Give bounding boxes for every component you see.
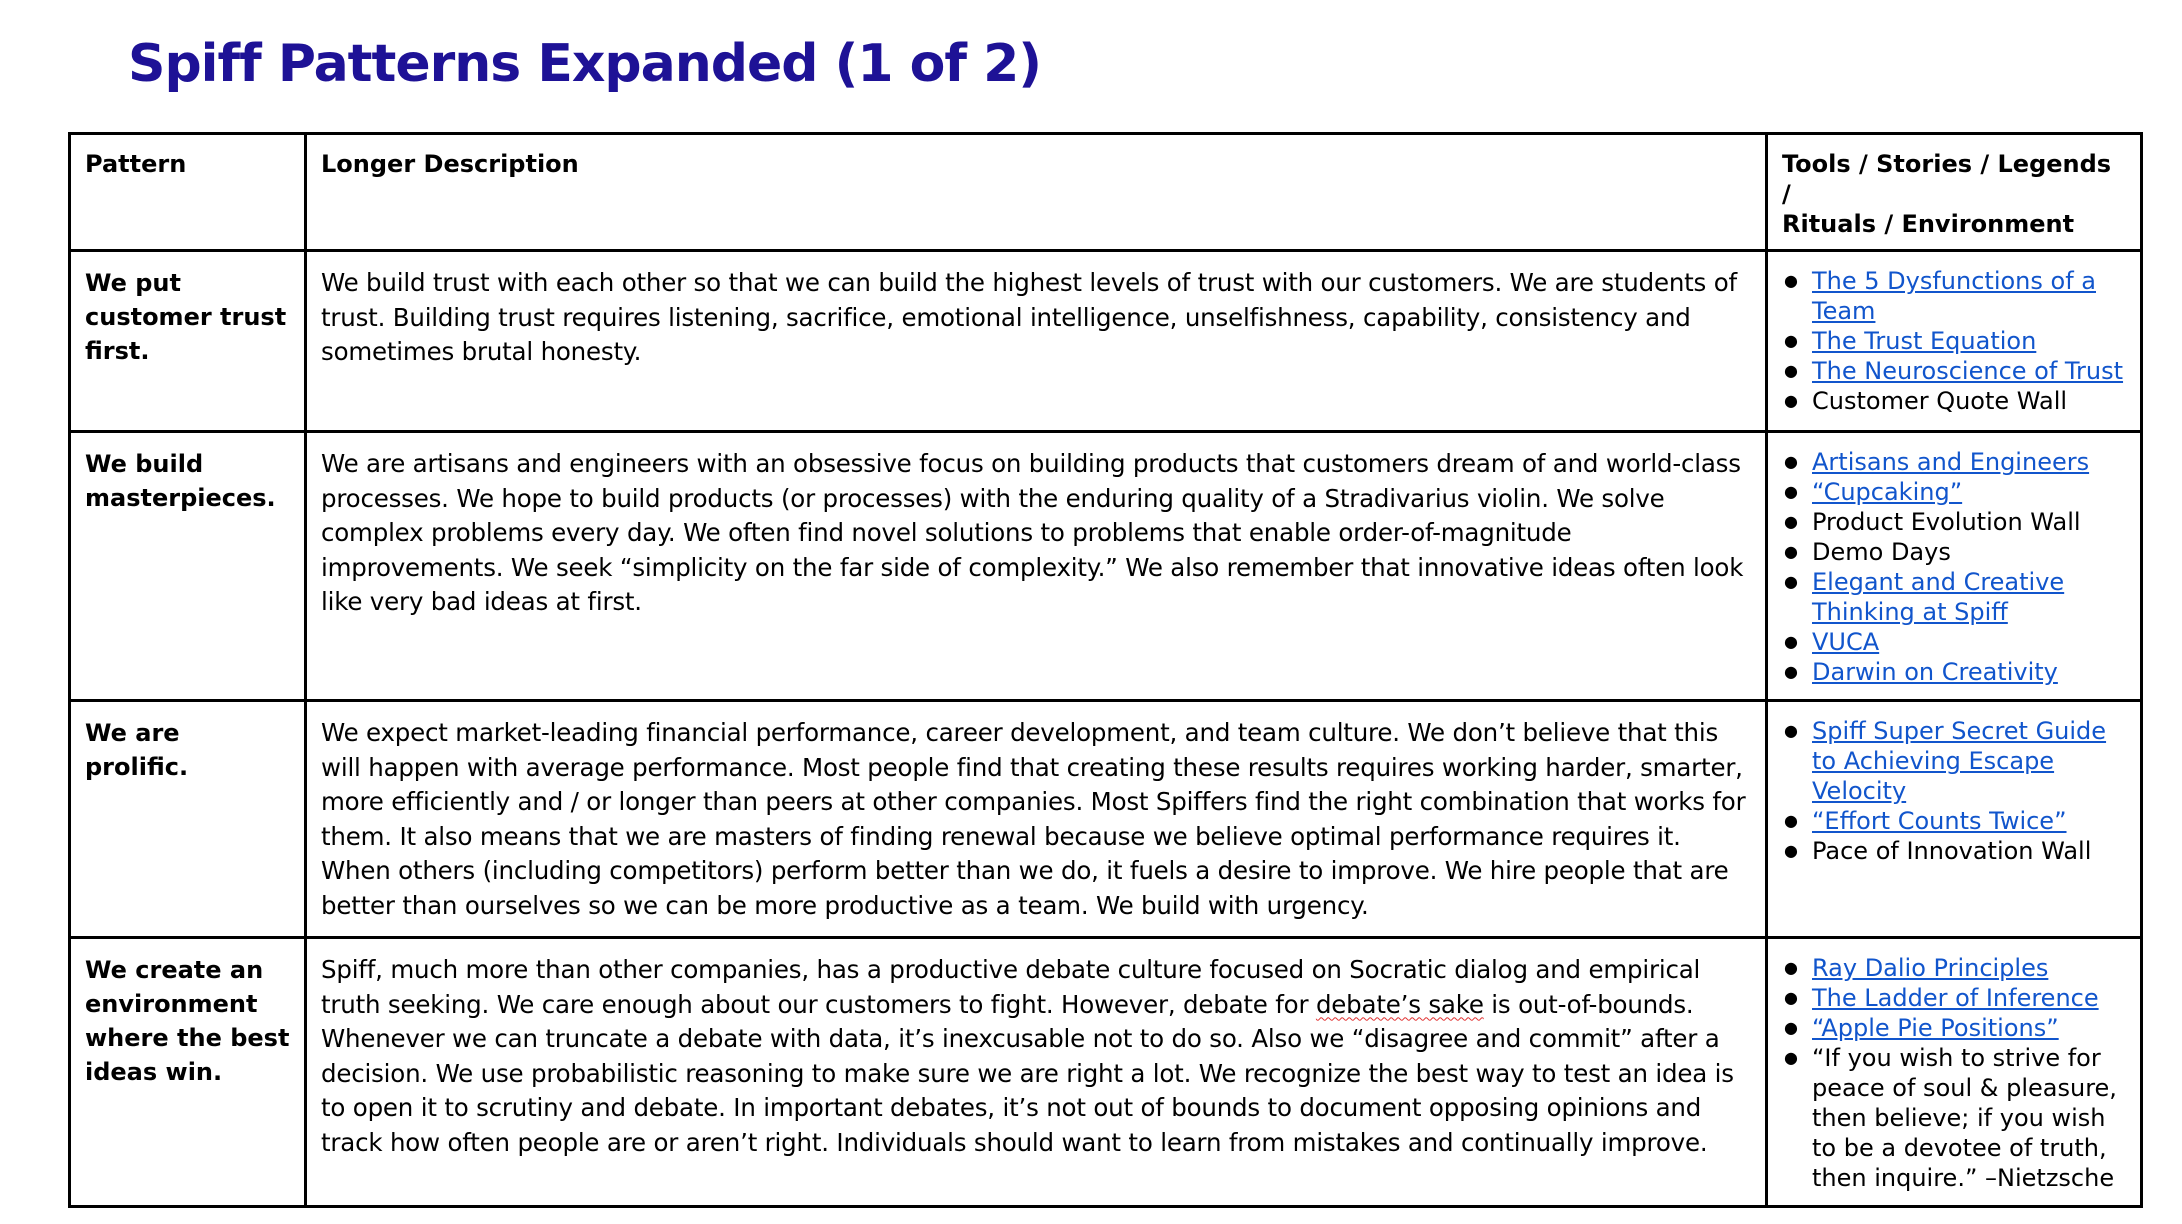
tools-cell [1767, 938, 2142, 1207]
pattern-cell: We create an environment where the best ideas win. [70, 938, 306, 1207]
header-tools-line2: Rituals / Environment [1782, 210, 2075, 238]
header-description: Longer Description [306, 134, 1767, 251]
tool-link[interactable]: The 5 Dysfunctions of a Team [1812, 267, 2096, 325]
tools-list-item[interactable] [1782, 627, 2126, 657]
tool-link[interactable]: “Cupcaking” [1812, 478, 1963, 506]
tools-list-item[interactable] [1782, 477, 2126, 507]
tools-list [1782, 716, 2126, 866]
table-row [70, 251, 2142, 432]
pattern-cell: We build masterpieces. [70, 432, 306, 701]
tools-list-item [1782, 537, 2126, 567]
table-row [70, 701, 2142, 938]
tool-text: Pace of Innovation Wall [1812, 837, 2092, 865]
tools-list-item[interactable] [1782, 567, 2126, 627]
tool-link[interactable]: Darwin on Creativity [1812, 658, 2058, 686]
description-cell: We build trust with each other so that we can build the highest levels of trust with our customers. We are students of trust. Building trust requires listening, sacrifice, emotional intelligence, unselfishness, capability, consistency and sometimes brutal honesty. [306, 251, 1767, 432]
tools-list-item[interactable] [1782, 326, 2126, 356]
tools-list-item[interactable] [1782, 356, 2126, 386]
tools-list-item[interactable] [1782, 1013, 2126, 1043]
tools-list-item [1782, 1043, 2126, 1193]
header-pattern: Pattern [70, 134, 306, 251]
tool-link[interactable]: The Neuroscience of Trust [1812, 357, 2124, 385]
pattern-cell: We are prolific. [70, 701, 306, 938]
header-tools-line1: Tools / Stories / Legends / [1782, 150, 2112, 208]
tools-list-item[interactable] [1782, 953, 2126, 983]
table-row [70, 432, 2142, 701]
tool-text: “If you wish to strive for peace of soul & pleasure, then believe; if you wish to be a devotee of truth, then inquire.” –Nietzsche [1812, 1044, 2117, 1192]
description-cell [306, 938, 1767, 1207]
tools-list-item[interactable] [1782, 447, 2126, 477]
header-tools [1767, 134, 2142, 251]
tools-list-item[interactable] [1782, 806, 2126, 836]
description-text: is out-of-bounds. Whenever we can truncate a debate with data, it’s inexcusable not to do so. Also we “disagree and commit” after a decision. We use probabilistic reasoning to make sure we are right a lot. We recognize the best way to test an idea is to open it to scrutiny and debate. In important debates, it’s not out of bounds to document opposing opinions and track how often people are or aren’t right. Individuals should want to learn from mistakes and continually improve. [321, 989, 1734, 1157]
tools-list-item[interactable] [1782, 716, 2126, 806]
tools-list-item [1782, 507, 2126, 537]
tool-text: Customer Quote Wall [1812, 387, 2068, 415]
table-row [70, 938, 2142, 1207]
tools-list [1782, 447, 2126, 687]
tools-cell [1767, 251, 2142, 432]
description-text: Spiff, much more than other companies, has a productive debate culture focused on Socratic dialog and empirical truth seeking. We care enough about our customers to fight. However, debate for [321, 955, 1701, 1019]
tool-link[interactable]: Artisans and Engineers [1812, 448, 2090, 476]
tool-text: Product Evolution Wall [1812, 508, 2081, 536]
tool-link[interactable]: “Effort Counts Twice” [1812, 807, 2067, 835]
table-header-row [70, 134, 2142, 251]
tools-list [1782, 266, 2126, 416]
tools-list [1782, 953, 2126, 1193]
tools-cell [1767, 701, 2142, 938]
tool-link[interactable]: The Trust Equation [1812, 327, 2037, 355]
tool-link[interactable]: “Apple Pie Positions” [1812, 1014, 2059, 1042]
tool-link[interactable]: The Ladder of Inference [1812, 984, 2099, 1012]
tools-list-item[interactable] [1782, 983, 2126, 1013]
patterns-table [68, 132, 2143, 1208]
tool-link[interactable]: Elegant and Creative Thinking at Spiff [1812, 568, 2065, 626]
tool-link[interactable]: Ray Dalio Principles [1812, 954, 2049, 982]
description-cell: We are artisans and engineers with an obsessive focus on building products that customers dream of and world-class processes. We hope to build products (or processes) with the enduring quality of a Stradivarius violin. We solve complex problems every day. We often find novel solutions to problems that enable order-of-magnitude improvements. We seek “simplicity on the far side of complexity.” We also remember that innovative ideas often look like very bad ideas at first. [306, 432, 1767, 701]
tools-list-item [1782, 386, 2126, 416]
spellcheck-flagged-text[interactable]: debate’s sake [1315, 989, 1484, 1019]
tools-list-item[interactable] [1782, 657, 2126, 687]
tools-list-item[interactable] [1782, 266, 2126, 326]
tool-link[interactable]: VUCA [1812, 628, 1880, 656]
page-title: Spiff Patterns Expanded (1 of 2) [128, 34, 1042, 94]
tools-cell [1767, 432, 2142, 701]
tools-list-item [1782, 836, 2126, 866]
tool-text: Demo Days [1812, 538, 1951, 566]
description-cell: We expect market-leading financial performance, career development, and team culture. We don’t believe that this will happen with average performance. Most people find that creating these results requires working harder, smarter, more efficiently and / or longer than peers at other companies. Most Spiffers find the right combination that works for them. It also means that we are masters of finding renewal because we believe optimal performance requires it. When others (including competitors) perform better than we do, it fuels a desire to improve. We hire people that are better than ourselves so we can be more productive as a team. We build with urgency. [306, 701, 1767, 938]
tool-link[interactable]: Spiff Super Secret Guide to Achieving Escape Velocity [1812, 717, 2107, 805]
pattern-cell: We put customer trust first. [70, 251, 306, 432]
